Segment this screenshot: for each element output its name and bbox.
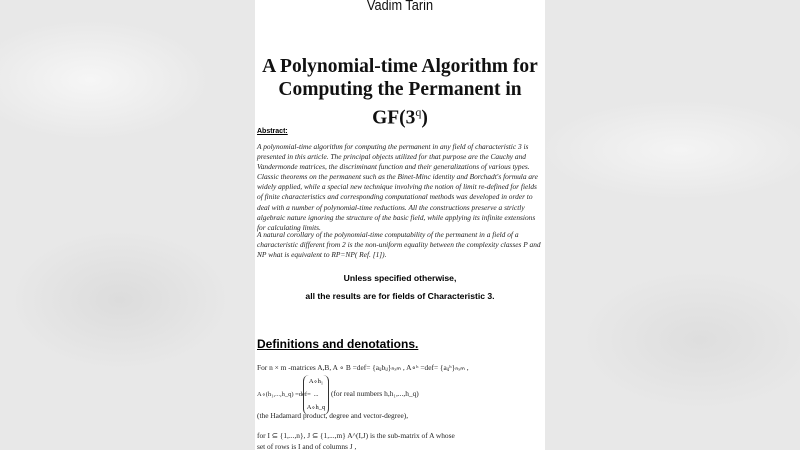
definition-line-1: For n × m -matrices A,B, A ∘ B =def= {aᵢⱼbᵢⱼ}ₙₓₘ , A∘ʰ =def= {aᵢⱼʰ}ₙₓₘ , (257, 363, 469, 372)
definition-lhs: A∘(h₁,...,h_q) =def= (257, 391, 311, 398)
abstract-heading: Abstract: (257, 128, 288, 135)
definition-line-3: (the Hadamard product, degree and vector-degree), (257, 411, 409, 420)
paper-title (255, 55, 545, 130)
matrix (303, 375, 329, 415)
abstract-paragraph-2: A natural corollary of the polynomial-time computability of the permanent in a field of a characteristic different from 2 is the non-uniform equality between the complexity classes P and NP what is equivalent to RP=NP( Ref. [1]). (257, 230, 541, 260)
title-line-1: A Polynomial-time Algorithm for (262, 56, 538, 77)
title-close: ) (421, 107, 428, 129)
section-heading: Definitions and denotations. (257, 337, 419, 351)
title-line-2 (255, 78, 545, 130)
matrix-top: A∘h₁ (308, 378, 324, 385)
matrix-bottom: A∘h_q (306, 404, 326, 411)
author: Vadim Tarin (366, 0, 434, 14)
title-text: Computing the Permanent in GF(3 (278, 79, 522, 129)
abstract-paragraph-1: A polynomial-time algorithm for computing the permanent in any field of characteristic 3 is presented in this article. The principal objects utilized for that purpose are the Cauchy and Vandermonde matrices, the discriminant function and their generalizations of various types. Classic theorems on the permanent such as the Binet-Minc identity and Borchadt's formula are widely applied, while a special new technique involving the notion of limit re-defined for fields of finite characteristics and corresponding computational methods was developed in order to deal with a number of polynomial-time reductions. All the constructions preserve a strictly algebraic nature ignoring the structure of the basic field, while applying its infinite extensions for calculating limits. (257, 142, 538, 232)
notice-line-2: all the results are for fields of Characteristic 3. (305, 291, 495, 301)
definition-line-5: set of rows is I and of columns J , (257, 442, 357, 450)
matrix-mid: ... (313, 391, 319, 398)
definition-line-4: for I ⊆ {1,...,n}, J ⊆ {1,...,m} A^(I,J) is the sub-matrix of A whose (257, 431, 455, 440)
definition-rhs: (for real numbers h,h₁,...,h_q) (331, 389, 419, 398)
title-superscript: q (415, 105, 422, 119)
notice-line-1: Unless specified otherwise, (343, 273, 457, 283)
document-page (255, 0, 545, 450)
